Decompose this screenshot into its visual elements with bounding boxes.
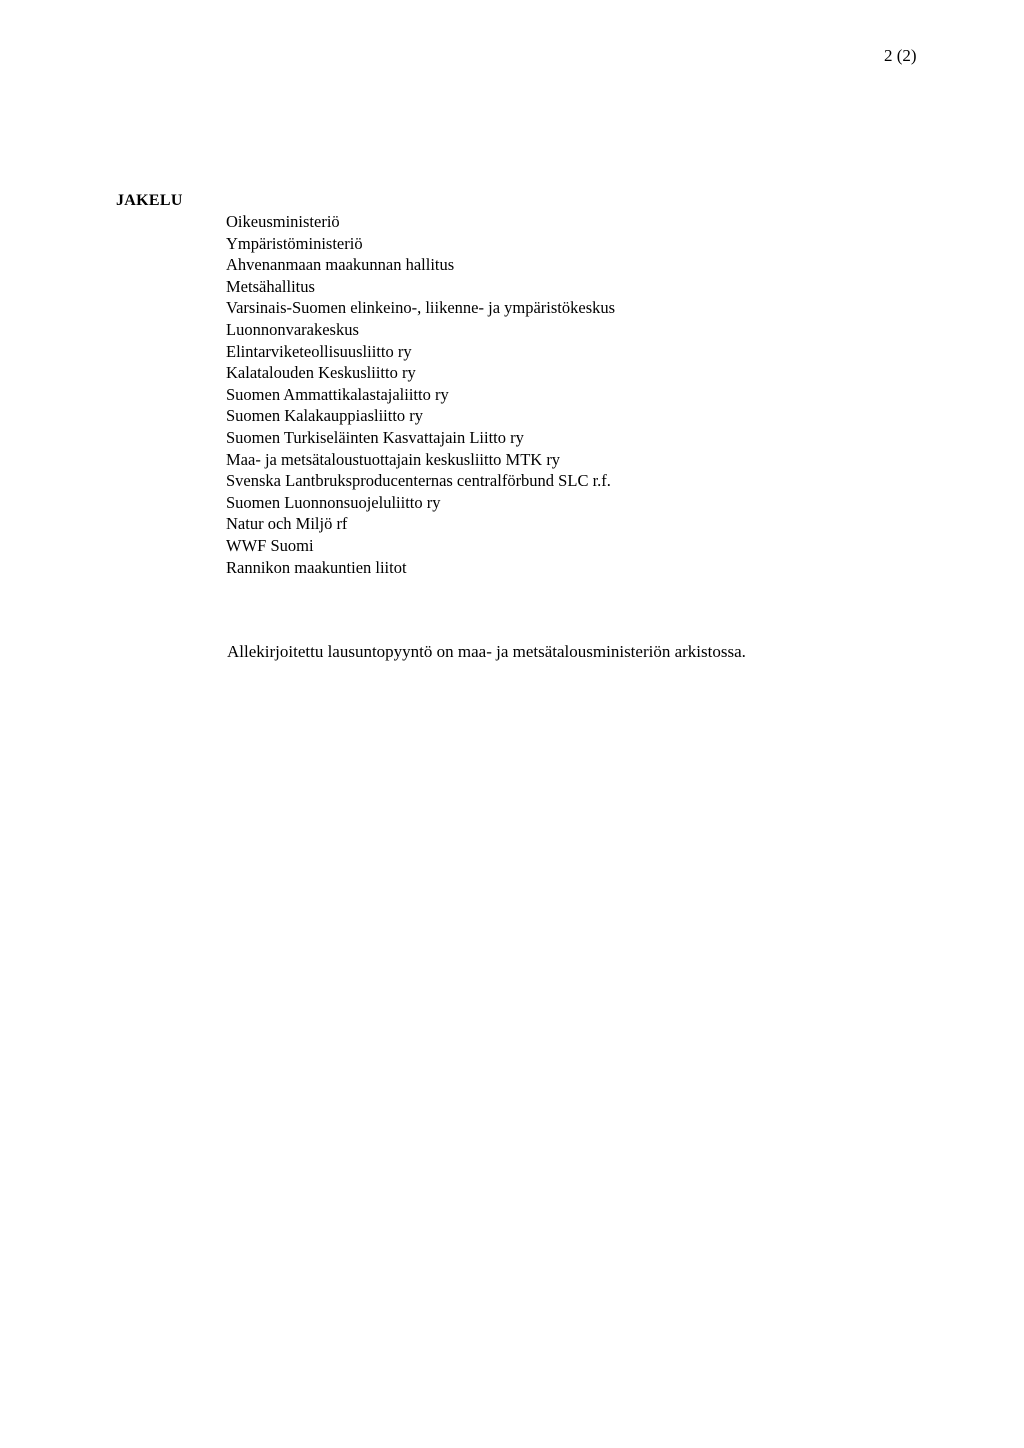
list-item: Suomen Luonnonsuojeluliitto ry	[226, 492, 441, 512]
list-item: Svenska Lantbruksproducenternas centralförbund SLC r.f.	[226, 471, 611, 491]
list-item: Suomen Turkiseläinten Kasvattajain Liitto ry	[226, 427, 524, 447]
list-item: Elintarviketeollisuusliitto ry	[226, 341, 412, 361]
list-item: Oikeusministeriö	[226, 212, 340, 231]
list-item: Maa- ja metsätaloustuottajain keskusliitto MTK ry	[226, 449, 561, 469]
list-item: Suomen Ammattikalastajaliitto ry	[226, 384, 449, 404]
list-item: Natur och Miljö rf	[226, 514, 348, 534]
list-item: Kalatalouden Keskusliitto ry	[226, 363, 416, 383]
distribution-heading: JAKELU	[116, 192, 183, 209]
list-item: Luonnonvarakeskus	[226, 319, 359, 339]
list-item: Metsähallitus	[226, 276, 315, 296]
page-number: 2 (2)	[884, 46, 917, 65]
list-item: Ahvenanmaan maakunnan hallitus	[226, 255, 455, 275]
list-item: Suomen Kalakauppiasliitto ry	[226, 406, 424, 426]
list-item: Rannikon maakuntien liitot	[226, 557, 407, 577]
list-item: WWF Suomi	[226, 535, 314, 555]
list-item: Ympäristöministeriö	[226, 233, 363, 253]
archive-note: Allekirjoitettu lausuntopyyntö on maa- ja metsätalousministeriön arkistossa.	[227, 642, 746, 661]
recipient-list	[226, 211, 615, 578]
list-item: Varsinais-Suomen elinkeino-, liikenne- ja ympäristökeskus	[226, 298, 616, 318]
